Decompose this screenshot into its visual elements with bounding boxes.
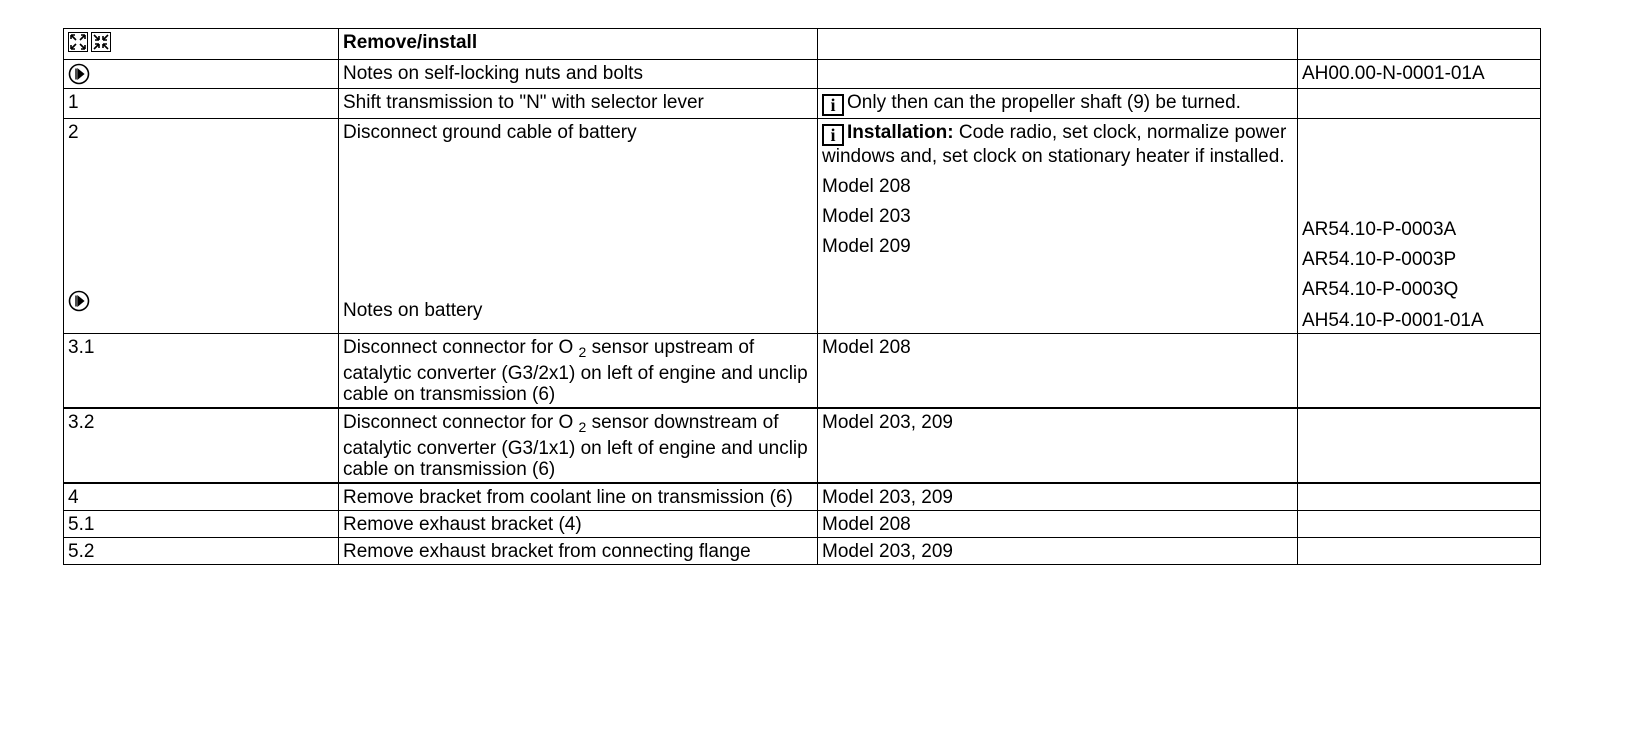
header-icons-cell [64,29,339,60]
table-header-row [64,29,1541,60]
note-arrow-icon [68,290,90,312]
table-row [64,511,1541,538]
step-number: 1 [64,89,339,119]
model-label: Model 203 [822,206,911,227]
info-icon: i [822,124,844,146]
step-number: 5.2 [64,538,339,565]
reference-link[interactable]: AR54.10-P-0003A [1302,219,1457,240]
table-row [64,538,1541,565]
reference-link[interactable]: AH00.00-N-0001-01A [1298,60,1541,89]
reference-link[interactable]: AH54.10-P-0001-01A [1302,310,1484,331]
reference-link[interactable]: AR54.10-P-0003Q [1302,279,1459,300]
step-action: Remove bracket from coolant line on transmission (6) [339,483,818,511]
step-number: 2 [68,122,79,143]
model-label: Model 203, 209 [818,408,1298,483]
header-empty-cell [1298,29,1541,60]
step-number: 5.1 [64,511,339,538]
model-label: Model 208 [822,176,911,197]
step-action: Remove exhaust bracket (4) [339,511,818,538]
table-row [64,334,1541,409]
model-label: Model 203, 209 [818,483,1298,511]
step-action: Disconnect ground cable of battery [343,122,637,143]
model-label: Model 203, 209 [818,538,1298,565]
step-action: Notes on self-locking nuts and bolts [339,60,818,89]
step-action: Remove exhaust bracket from connecting flange [339,538,818,565]
model-label: Model 208 [818,511,1298,538]
step-action: Disconnect connector for O $_2$ sensor downstream of catalytic converter (G3/1x1) on left of engine and unclip cable on transmission (6) [339,408,818,483]
reference-link[interactable]: AR54.10-P-0003P [1302,249,1457,270]
model-label: Model 209 [822,236,911,257]
model-label: Model 208 [818,334,1298,409]
step-note: i Installation: Code radio, set clock, normalize power windows and, set clock on stationary heater if installed. [822,122,1287,167]
step-number: 3.1 [64,334,339,409]
step-number: 3.2 [64,408,339,483]
table-row [64,60,1541,89]
header-title: Remove/install [339,29,818,60]
collapse-arrows-icon [91,32,111,52]
procedure-table [63,28,1541,565]
expand-arrows-icon [68,32,88,52]
table-row [64,483,1541,511]
table-row [64,408,1541,483]
note-arrow-icon [68,63,90,85]
step-action: Shift transmission to "N" with selector lever [339,89,818,119]
table-row [64,89,1541,119]
info-icon: i [822,94,844,116]
step-action: Disconnect connector for O $_2$ sensor upstream of catalytic converter (G3/2x1) on left of engine and unclip cable on transmission (6) [339,334,818,409]
step-number: 4 [64,483,339,511]
header-empty-cell [818,29,1298,60]
step-note: i Only then can the propeller shaft (9) be turned. [818,89,1298,119]
table-row [64,119,1541,334]
sub-action: Notes on battery [343,300,483,321]
